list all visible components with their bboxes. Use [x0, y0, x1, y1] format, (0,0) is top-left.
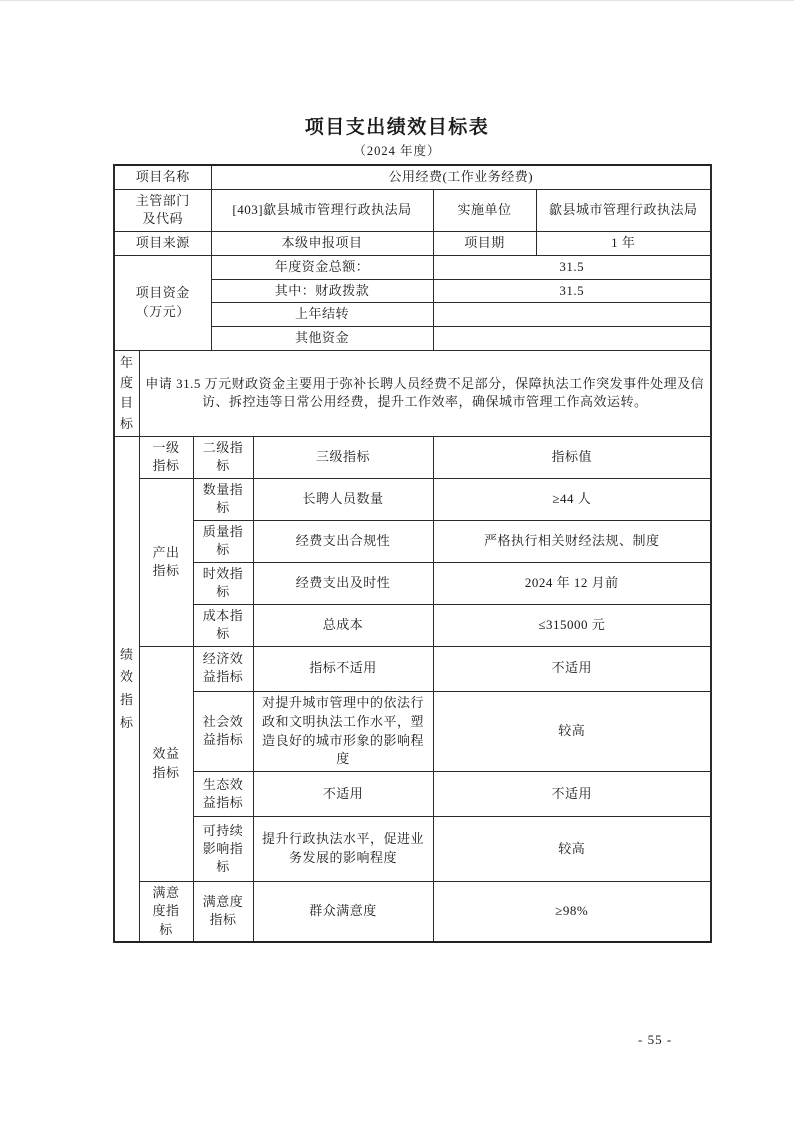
indicator-l2-quality: 质量指标 [193, 520, 253, 562]
indicator-l3-social: 对提升城市管理中的依法行政和文明执法工作水平，塑造良好的城市形象的影响程度 [253, 691, 433, 771]
fund-row-value-total: 31.5 [433, 255, 711, 279]
indicator-l2-social: 社会效益指标 [193, 691, 253, 771]
indicator-value-satisfaction: ≥98% [433, 882, 711, 943]
indicator-value-quantity: ≥44 人 [433, 478, 711, 520]
header-level2: 二级指标 [193, 436, 253, 478]
indicator-l2-economic: 经济效益指标 [193, 646, 253, 691]
indicator-value-ecological: 不适用 [433, 772, 711, 817]
indicator-l3-timeliness: 经费支出及时性 [253, 562, 433, 604]
indicator-value-sustainable: 较高 [433, 817, 711, 882]
header-level1: 一级指标 [139, 436, 193, 478]
indicator-l3-quantity: 长聘人员数量 [253, 478, 433, 520]
impl-unit-value: 歙县城市管理行政执法局 [536, 189, 711, 231]
indicator-l3-satisfaction: 群众满意度 [253, 882, 433, 943]
table-row [114, 772, 711, 817]
fund-row-name-total: 年度资金总额： [211, 255, 433, 279]
indicators-side-label: 绩效指标 [114, 436, 139, 942]
satisfaction-group-label: 满意度指标 [139, 882, 193, 943]
table-row [114, 562, 711, 604]
table-row [114, 436, 711, 478]
impl-unit-label: 实施单位 [433, 189, 536, 231]
table-row [114, 255, 711, 279]
fund-row-value-other [433, 327, 711, 351]
indicator-value-social: 较高 [433, 691, 711, 771]
indicator-l2-timeliness: 时效指标 [193, 562, 253, 604]
project-name-value: 公用经费(工作业务经费) [211, 165, 711, 189]
indicator-l2-sustainable: 可持续影响指标 [193, 817, 253, 882]
header-level3: 三级指标 [253, 436, 433, 478]
table-row [114, 604, 711, 646]
header-value: 指标值 [433, 436, 711, 478]
table-row [114, 646, 711, 691]
indicator-value-cost: ≤315000 元 [433, 604, 711, 646]
indicator-l3-ecological: 不适用 [253, 772, 433, 817]
table-row [114, 882, 711, 943]
dept-code-value: [403]歙县城市管理行政执法局 [211, 189, 433, 231]
source-value: 本级申报项目 [211, 231, 433, 255]
indicator-l2-satisfaction: 满意度指标 [193, 882, 253, 943]
fund-row-name-carryover: 上年结转 [211, 303, 433, 327]
table-row [114, 231, 711, 255]
page-title: 项目支出绩效目标表 [304, 117, 490, 138]
performance-target-table [113, 164, 712, 943]
benefit-group-label: 效益指标 [139, 646, 193, 881]
source-label: 项目来源 [114, 231, 211, 255]
table-row [114, 189, 711, 231]
indicator-l2-quantity: 数量指标 [193, 478, 253, 520]
fund-row-value-fiscal: 31.5 [433, 279, 711, 303]
table-row [114, 478, 711, 520]
fund-row-name-other: 其他资金 [211, 327, 433, 351]
funds-label: 项目资金（万元） [114, 255, 211, 350]
annual-goal-text: 申请 31.5 万元财政资金主要用于弥补长聘人员经费不足部分，保障执法工作突发事件处理及信访、拆控违等日常公用经费，提升工作效率，确保城市管理工作高效运转。 [139, 351, 711, 437]
title-block [0, 1, 794, 160]
period-value: 1 年 [536, 231, 711, 255]
indicator-l2-ecological: 生态效益指标 [193, 772, 253, 817]
indicator-l3-sustainable: 提升行政执法水平，促进业务发展的影响程度 [253, 817, 433, 882]
table-row [114, 817, 711, 882]
indicator-l2-cost: 成本指标 [193, 604, 253, 646]
fund-row-name-fiscal: 其中：财政拨款 [211, 279, 433, 303]
indicator-l3-quality: 经费支出合规性 [253, 520, 433, 562]
annual-goal-label: 年度目标 [114, 351, 139, 437]
table-row [114, 165, 711, 189]
indicator-l3-cost: 总成本 [253, 604, 433, 646]
indicator-value-quality: 严格执行相关财经法规、制度 [433, 520, 711, 562]
period-label: 项目期 [433, 231, 536, 255]
table-row [114, 691, 711, 771]
fund-row-value-carryover [433, 303, 711, 327]
table-row [114, 520, 711, 562]
page-subtitle: （2024 年度） [353, 144, 441, 158]
project-name-label: 项目名称 [114, 165, 211, 189]
page-number: - 55 - [638, 1032, 673, 1047]
indicator-l3-economic: 指标不适用 [253, 646, 433, 691]
indicator-value-economic: 不适用 [433, 646, 711, 691]
dept-code-label: 主管部门及代码 [114, 189, 211, 231]
indicator-value-timeliness: 2024 年 12 月前 [433, 562, 711, 604]
table-row [114, 351, 711, 437]
output-group-label: 产出指标 [139, 478, 193, 646]
